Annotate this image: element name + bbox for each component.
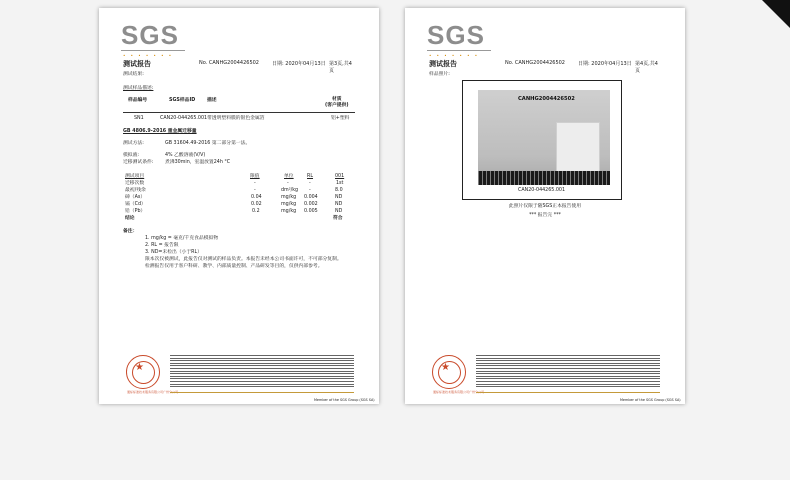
table-cell: -: [287, 181, 289, 186]
page-indicator: 第4页,共4页: [635, 61, 658, 74]
table-cell: mg/kg: [281, 195, 297, 200]
results-header: RL: [307, 174, 314, 179]
note-line: 限本次仅被测试，此报告仅对测试的样品负责。本报告未经本公司书面许可，不可部分复制。: [145, 257, 342, 262]
photo-note: 此照片仅限于随SGS正本报告使用: [508, 204, 582, 209]
table-cell: SN1: [134, 116, 144, 121]
table-cell: 迁移次数: [125, 181, 145, 186]
table-cell: 0.002: [304, 202, 318, 207]
conclusion-value: 符合: [333, 216, 343, 221]
table-cell: mg/kg: [281, 202, 297, 207]
condition-label: 迁移测试条件:: [123, 160, 154, 165]
sample-photo-frame: [462, 80, 622, 200]
results-label: 测试结果:: [123, 72, 144, 77]
report-header: [123, 59, 355, 74]
conclusion-label: 结论: [125, 216, 135, 221]
fine-print: [170, 355, 354, 389]
end-of-report: *** 报告完 ***: [529, 213, 561, 218]
photo-report-number: CANHG2004426502: [518, 96, 575, 102]
report-date: 日期: 2020年04月13日: [272, 61, 326, 67]
table-cell: dm²/kg: [281, 188, 299, 193]
results-header: 单位: [284, 174, 294, 179]
sample-photo: [478, 90, 610, 185]
simulant-label: 模拟液:: [123, 153, 140, 158]
measuring-ruler: [478, 171, 610, 185]
photo-section-label: 样品照片:: [429, 72, 450, 77]
method-label: 测试方法:: [123, 141, 144, 146]
report-date: 日期: 2020年04月13日: [578, 61, 632, 67]
sample-bag: [556, 122, 600, 176]
company-seal: [432, 355, 466, 389]
table-cell: 铝+塑料: [331, 116, 350, 121]
method-value: GB 31604.49-2016 第二部分第一法。: [165, 141, 251, 146]
table-cell: -: [254, 188, 256, 193]
simulant-value: 4% 乙酸溶液(V/V): [165, 153, 206, 158]
sample-desc-label: 测试样品描述:: [123, 86, 154, 91]
table-cell: 0.004: [304, 195, 318, 200]
table-cell: 8.0: [335, 188, 343, 193]
sgs-member-text: Member of the SGS Group (SGS SA): [314, 398, 375, 402]
table-cell: 带透明塑料膜的银色金属箔: [207, 116, 265, 121]
table-cell: mg/kg: [281, 209, 297, 214]
results-header: 001: [335, 174, 345, 179]
table-cell: CAN20-044265.001: [160, 116, 208, 121]
table-cell: 1st: [336, 181, 344, 186]
page-indicator: 第3页,共4页: [329, 61, 352, 74]
table-cell: 最初/残余: [125, 188, 146, 193]
notes-label: 备注：: [123, 229, 138, 234]
sgs-logo: SGS • • • • • • •: [427, 18, 493, 56]
table-cell: ND: [335, 209, 343, 214]
standard-title: GB 4806.9-2016 重金属迁移量: [123, 129, 197, 134]
sample-table-header: SGS样品ID: [169, 98, 196, 103]
table-cell: -: [254, 181, 256, 186]
sample-table-header: 样品编号: [128, 98, 148, 103]
corner-ribbon: [762, 0, 790, 28]
table-cell: ND: [335, 195, 343, 200]
star-icon: ★: [135, 362, 144, 373]
report-number: No. CANHG2004426502: [199, 60, 259, 66]
sample-table-header: 描述: [207, 98, 217, 103]
note-line: 检测报告仅用于客户科研、教学、内部质量控制、产品研发等目的，仅供内部参考。: [145, 264, 323, 269]
report-number: No. CANHG2004426502: [505, 60, 565, 66]
star-icon: ★: [441, 362, 450, 373]
results-header: 限值: [250, 174, 260, 179]
results-header: 测试项目: [125, 174, 145, 179]
table-cell: 0.005: [304, 209, 318, 214]
report-page-4: [405, 8, 685, 404]
sample-table-header: 材质 (客户提供): [325, 97, 349, 108]
condition-value: 煮沸30min，室温放置24h °C: [165, 160, 231, 165]
table-cell: 铅（Pb）: [125, 209, 146, 214]
table-cell: 镉（Cd）: [125, 202, 146, 207]
table-cell: ND: [335, 202, 343, 207]
table-cell: 砷（As）: [125, 195, 146, 200]
sgs-logo: SGS • • • • • • •: [121, 18, 187, 56]
seal-caption: 通标标准技术服务有限公司广州分公司: [127, 390, 179, 394]
table-cell: -: [309, 188, 311, 193]
report-title: 测试报告: [429, 60, 457, 68]
report-footer: [432, 355, 681, 402]
seal-caption: 通标标准技术服务有限公司广州分公司: [433, 390, 485, 394]
table-cell: 0.04: [251, 195, 262, 200]
note-line: 3. ND=未检出（小于RL）: [145, 250, 202, 255]
table-cell: 0.2: [252, 209, 260, 214]
sgs-member-text: Member of the SGS Group (SGS SA): [620, 398, 681, 402]
photo-caption: CAN20-044265.001: [517, 188, 566, 193]
report-header: [429, 59, 661, 74]
note-line: 2. RL = 报告限: [145, 243, 179, 248]
table-cell: -: [309, 181, 311, 186]
table-cell: 0.02: [251, 202, 262, 207]
report-title: 测试报告: [123, 60, 151, 68]
company-seal: [126, 355, 160, 389]
report-footer: [126, 355, 375, 402]
note-line: 1. mg/kg = 毫克/千克食品模拟物: [145, 236, 219, 241]
fine-print: [476, 355, 660, 389]
report-page-3: [99, 8, 379, 404]
